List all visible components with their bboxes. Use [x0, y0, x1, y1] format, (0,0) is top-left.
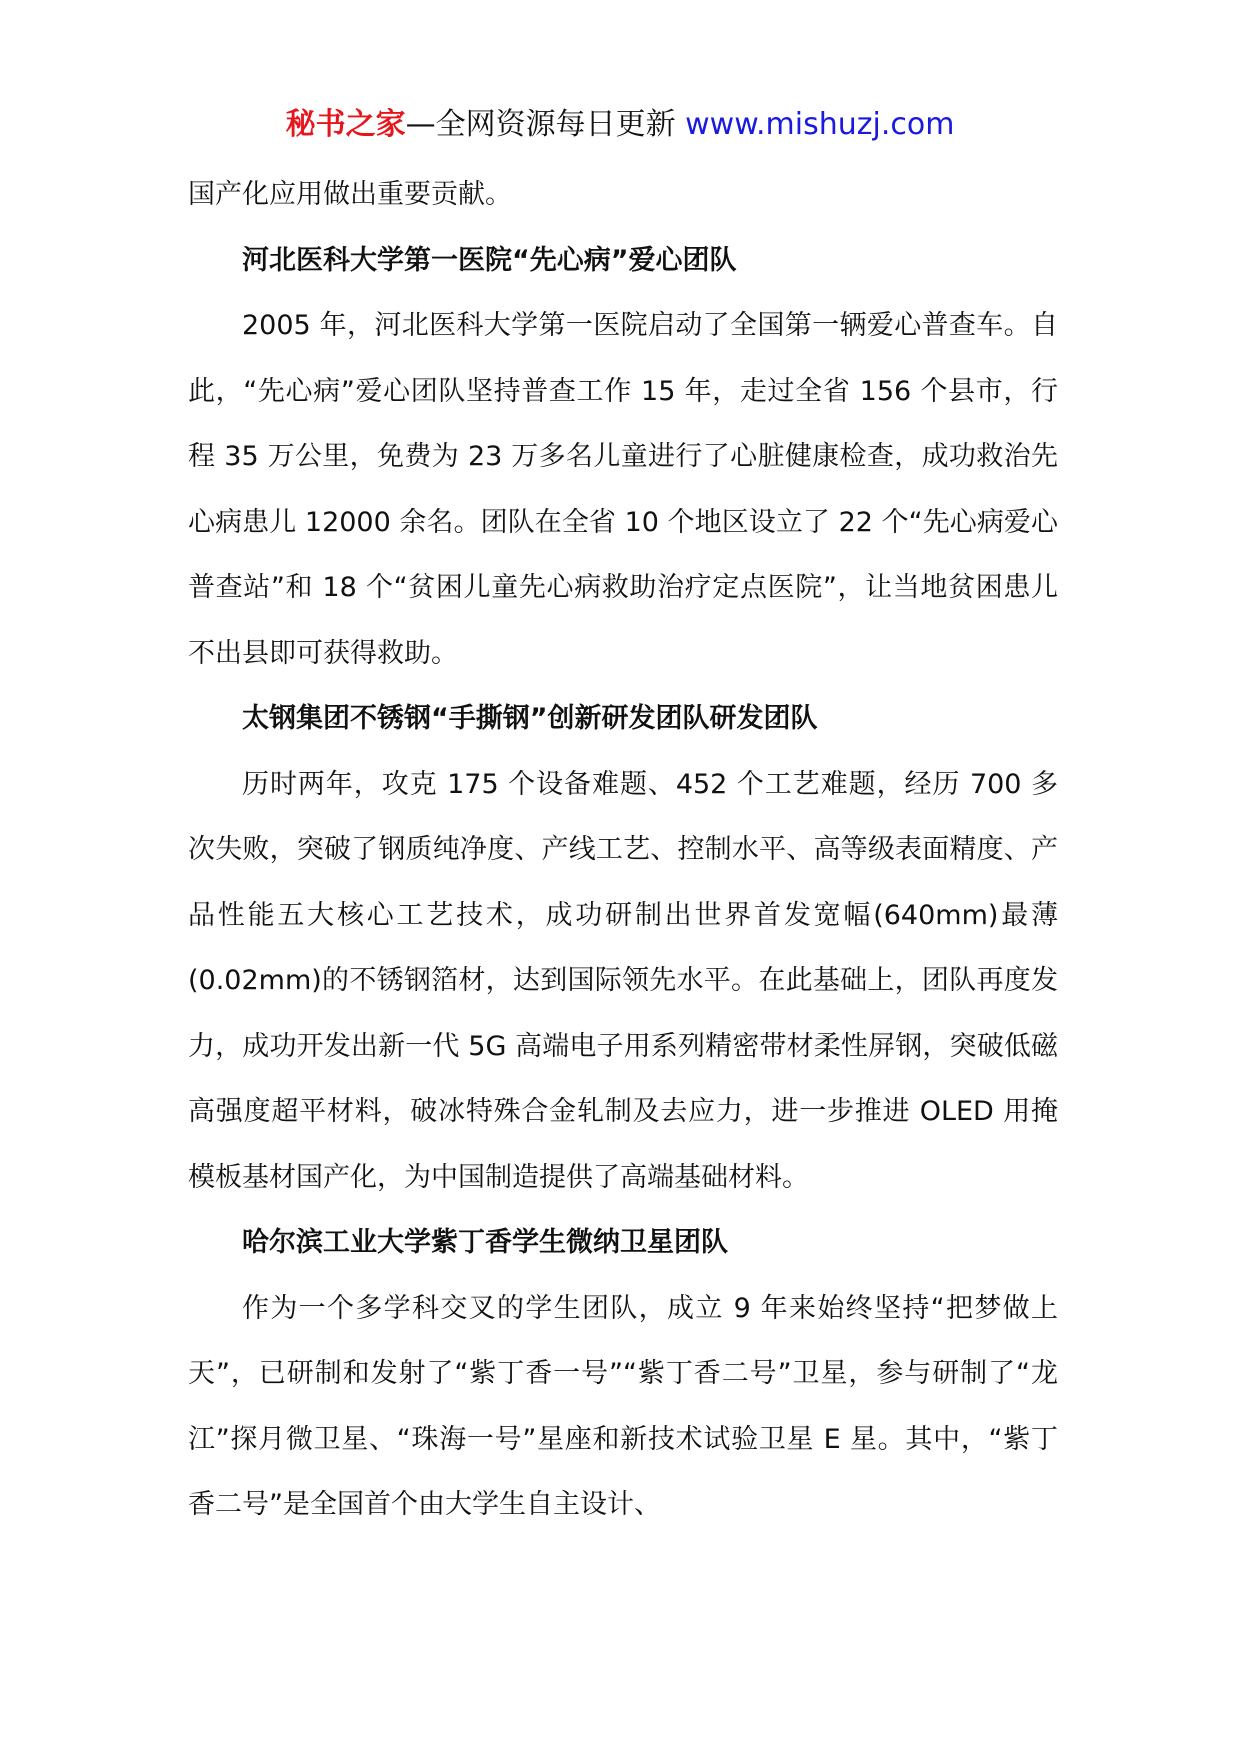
section-body-hebei: 2005 年，河北医科大学第一医院启动了全国第一辆爱心普查车。自此，“先心病”爱心团队坚持普查工作 15 年，走过全省 156 个县市，行程 35 万公里，免费为 23 万多名儿童进行了心脏健康检查，成功救治先心病患儿 12000 余名。团队在全省 10 个地区设立了 22 个“先心病爱心普查站”和 18 个“贫困儿童先心病救助治疗定点医院”，让当地贫困患儿不出县即可获得救助。 — [188, 310, 1058, 669]
section-heading-hit: 哈尔滨工业大学紫丁香学生微纳卫星团队 — [242, 1227, 728, 1258]
document-body — [188, 162, 1058, 1538]
site-url-link[interactable]: www.mishuzj.com — [685, 107, 955, 142]
site-banner — [0, 98, 1240, 152]
section-heading-hebei: 河北医科大学第一医院“先心病”爱心团队 — [242, 244, 737, 276]
section-heading-taigang: 太钢集团不锈钢“手撕钢”创新研发团队研发团队 — [242, 703, 818, 734]
banner-tagline: —全网资源每日更新 — [405, 107, 686, 142]
section-body-hit: 作为一个多学科交叉的学生团队，成立 9 年来始终坚持“把梦做上天”，已研制和发射了“紫丁香一号”“紫丁香二号”卫星，参与研制了“龙江”探月微卫星、“珠海一号”星座和新技术试验卫星 E 星。其中，“紫丁香二号”是全国首个由大学生自主设计、 — [188, 1292, 1058, 1520]
brand-name: 秘书之家 — [285, 107, 406, 142]
section-body-taigang: 历时两年，攻克 175 个设备难题、452 个工艺难题，经历 700 多次失败，突破了钢质纯净度、产线工艺、控制水平、高等级表面精度、产品性能五大核心工艺技术，成功研制出世界首发宽幅(640mm)最薄(0.02mm)的不锈钢箔材，达到国际领先水平。在此基础上，团队再度发力，成功开发出新一代 5G 高端电子用系列精密带材柔性屏钢，突破低磁高强度超平材料，破冰特殊合金轧制及去应力，进一步推进 OLED 用掩模板基材国产化，为中国制造提供了高端基础材料。 — [188, 768, 1058, 1193]
continuation-paragraph: 国产化应用做出重要贡献。 — [188, 179, 512, 210]
